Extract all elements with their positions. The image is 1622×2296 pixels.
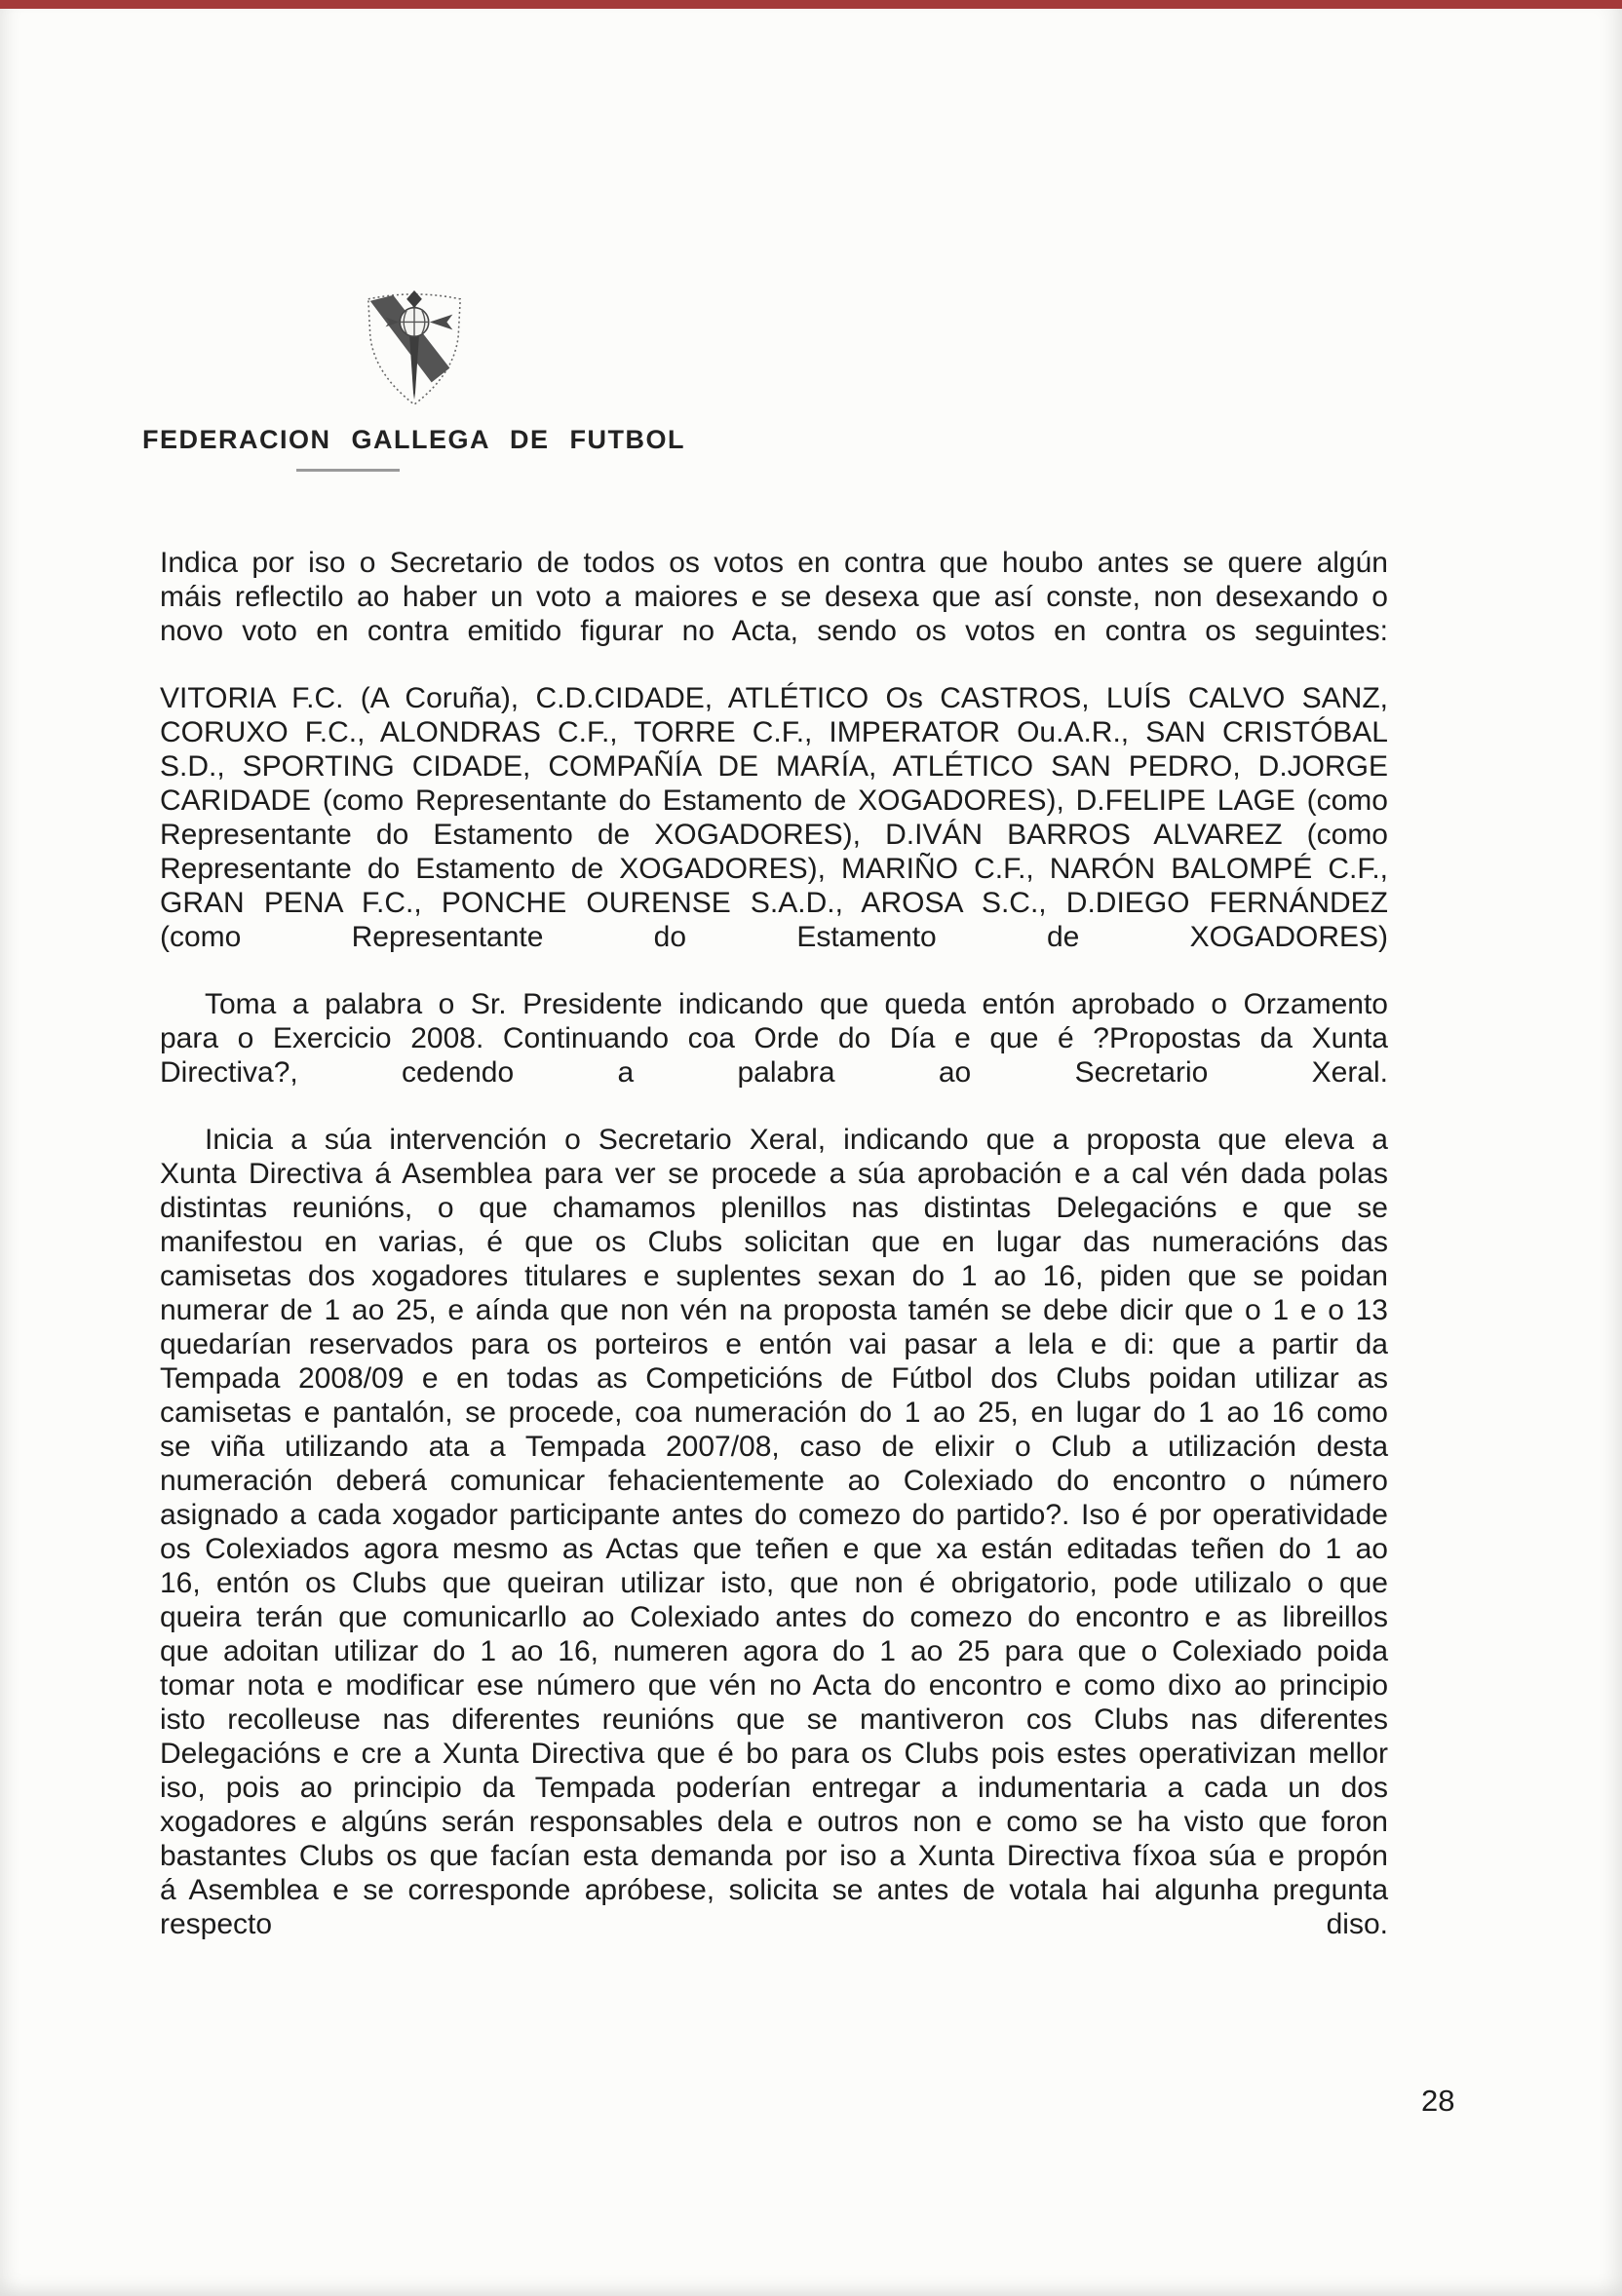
document-body <box>160 546 1388 1974</box>
letterhead <box>142 425 825 472</box>
paragraph-votes-intro: Indica por iso o Secretario de todos os votos en contra que houbo antes se quere algún máis reflectilo ao haber un voto a maiores e se desexa que así conste, non desexando o novo voto en contra emitido figurar no Acta, sendo os votos en contra os seguintes: <box>160 547 1388 647</box>
federation-crest-icon <box>357 285 472 411</box>
page-number: 28 <box>1421 2084 1455 2118</box>
scan-top-edge <box>0 0 1622 9</box>
header-underline <box>296 469 400 472</box>
paragraph-president-remarks: Toma a palabra o Sr. Presidente indicando que queda entón aprobado o Orzamento para o Exercicio 2008. Continuando coa Orde do Día e que é ?Propostas da Xunta Directiva?, cedendo a palabra ao Secretario Xeral. <box>160 988 1388 1089</box>
org-name-title: FEDERACION GALLEGA DE FUTBOL <box>142 425 685 454</box>
paragraph-clubs-against-list: VITORIA F.C. (A Coruña), C.D.CIDADE, ATLÉTICO Os CASTROS, LUÍS CALVO SANZ, CORUXO F.C., ALONDRAS C.F., TORRE C.F., IMPERATOR Ou.A.R., SAN CRISTÓBAL S.D., SPORTING CIDADE, COMPAÑÍA DE MARÍA, ATLÉTICO SAN PEDRO, D.JORGE CARIDADE (como Representante do Estamento de XOGADORES), D.FELIPE LAGE (como Representante do Estamento de XOGADORES), D.IVÁN BARROS ALVAREZ (como Representante do Estamento de XOGADORES), MARIÑO C.F., NARÓN BALOMPÉ C.F., GRAN PENA F.C., PONCHE OURENSE S.A.D., AROSA S.C., D.DIEGO FERNÁNDEZ (como Representante do Estamento de XOGADORES) <box>160 682 1388 953</box>
paragraph-secretary-proposal: Inicia a súa intervención o Secretario Xeral, indicando que a proposta que eleva a Xunta Directiva á Asemblea para ver se procede a súa aprobación e a cal vén dada polas distintas reunións, o que chamamos plenillos nas distintas Delegacións e que se manifestou en varias, é que os Clubs solicitan que en lugar das numeracións das camisetas dos xogadores titulares e suplentes sexan do 1 ao 16, piden que se poidan numerar de 1 ao 25, e aínda que non vén na proposta tamén se debe dicir que o 1 e o 13 quedarían reservados para os porteiros e entón vai pasar a lela e di: que a partir da Tempada 2008/09 e en todas as Competicións de Fútbol dos Clubs poidan utilizar as camisetas e pantalón, se procede, coa numeración do 1 ao 25, en lugar do 1 ao 16 como se viña utilizando ata a Tempada 2007/08, caso de elixir o Club a utilización desta numeración deberá comunicar fehacientemente ao Colexiado do encontro o número asignado a cada xogador participante antes do comezo do partido?. Iso é por operatividade os Colexiados agora mesmo as Actas que teñen e que xa están editadas teñen do 1 ao 16, entón os Clubs que queiran utilizar isto, que non é obrigatorio, pode utilizalo o que queira terán que comunicarllo ao Colexiado antes do comezo do encontro e as libreillos que adoitan utilizar do 1 ao 16, numeren agora do 1 ao 25 para que o Colexiado poida tomar nota e modificar ese número que vén no Acta do encontro e como dixo ao principio isto recolleuse nas diferentes reunións que se mantiveron cos Clubs nas diferentes Delegacións e cre a Xunta Directiva que é bo para os Clubs pois estes operativizan mellor iso, pois ao principio da Tempada poderían entregar a indumentaria a cada un dos xogadores e algúns serán responsables dela e outros non e como se ha visto que foron bastantes Clubs os que facían esta demanda por iso a Xunta Directiva fíxoa súa e propón á Asemblea e se corresponde apróbese, solicita se antes de votala hai algunha pregunta respecto diso. <box>160 1124 1388 1940</box>
